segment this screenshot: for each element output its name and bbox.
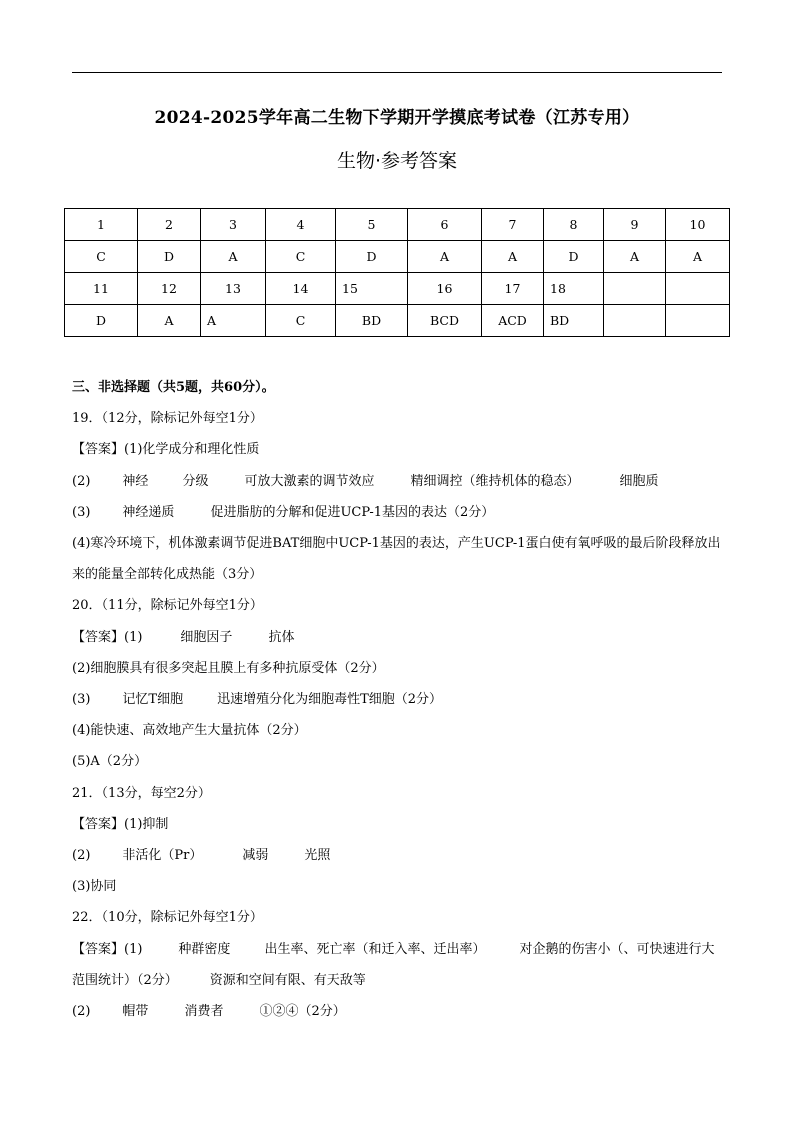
answer-blank: 记忆T细胞: [122, 692, 184, 708]
table-row-answers-1: [65, 241, 730, 273]
top-rule: [72, 72, 722, 73]
q20-answer-1: [72, 622, 727, 653]
section-heading: 三、非选择题（共5题，共60分）。: [72, 380, 275, 395]
part-label: (2): [72, 473, 91, 489]
answer-blank: 神经递质: [122, 504, 175, 520]
table-cell: C: [266, 305, 336, 337]
answer-blank: 消费者: [184, 1004, 224, 1020]
answer-blank: 帽带: [122, 1004, 149, 1020]
table-cell: 16: [408, 273, 482, 305]
table-cell: 3: [201, 209, 266, 241]
answer-blank: 种群密度: [178, 941, 231, 957]
table-row-answers-2: [65, 305, 730, 337]
table-cell: 11: [65, 273, 138, 305]
table-cell: C: [266, 241, 336, 273]
q20-answer-4: (4)能快速、高效地产生大量抗体（2分）: [72, 723, 307, 739]
q22-header: 22．（10分，除标记外每空1分）: [72, 910, 263, 926]
part-label: 【答案】(1): [72, 629, 143, 645]
q22-answer-1: [72, 934, 727, 996]
answer-blank: 光照: [304, 848, 331, 864]
table-cell: 10: [666, 209, 730, 241]
table-cell: A: [666, 241, 730, 273]
table-cell: 15: [336, 273, 408, 305]
table-cell: 13: [201, 273, 266, 305]
answer-blank: 细胞因子: [180, 629, 233, 645]
answer-blank: 精细调控（维持机体的稳态）: [410, 473, 580, 489]
table-cell: 17: [482, 273, 544, 305]
part-label: (3): [72, 692, 91, 708]
answer-blank: 对企鹅的伤害小（、可快速进行大范围统计）（2分）: [72, 941, 715, 988]
table-cell: BD: [336, 305, 408, 337]
answer-blank: 抗体: [268, 629, 295, 645]
q21-answer-3: (3)协同: [72, 879, 117, 895]
table-cell: 5: [336, 209, 408, 241]
q20-header: 20．（11分，除标记外每空1分）: [72, 598, 263, 614]
table-cell: [666, 273, 730, 305]
q19-answer-2: [72, 466, 727, 497]
answer-blank: 细胞质: [619, 473, 659, 489]
answer-blank: 迅速增殖分化为细胞毒性T细胞（2分）: [217, 692, 443, 708]
table-cell: D: [138, 241, 201, 273]
answer-blank: 神经: [122, 473, 149, 489]
table-row-numbers-2: [65, 273, 730, 305]
table-cell: BD: [544, 305, 604, 337]
table-cell: A: [201, 241, 266, 273]
q20-answer-3: [72, 684, 727, 715]
table-row-numbers-1: [65, 209, 730, 241]
table-cell: 12: [138, 273, 201, 305]
answer-blank: 促进脂肪的分解和促进UCP-1基因的表达（2分）: [210, 504, 495, 520]
q20-answer-2: (2)细胞膜具有很多突起且膜上有多种抗原受体（2分）: [72, 660, 385, 676]
table-cell: A: [201, 305, 266, 337]
q21-header: 21．（13分，每空2分）: [72, 785, 211, 801]
answer-blank: 出生率、死亡率（和迁入率、迁出率）: [264, 941, 486, 957]
q19-answer-3: [72, 497, 727, 528]
q19-answer-4: (4)寒冷环境下，机体激素调节促进BAT细胞中UCP-1基因的表达，产生UCP-1蛋白使有氧呼吸的最后阶段释放出来的能量全部转化成热能（3分）: [72, 536, 721, 583]
table-cell: D: [65, 305, 138, 337]
page-subtitle: 生物·参考答案: [336, 150, 458, 172]
q21-answer-1: 【答案】(1)抑制: [72, 816, 169, 832]
table-cell: 18: [544, 273, 604, 305]
answer-body: [72, 372, 727, 1027]
answer-blank: 资源和空间有限、有天敌等: [209, 972, 366, 988]
q20-answer-5: (5)A（2分）: [72, 754, 148, 770]
part-label: (3): [72, 504, 91, 520]
table-cell: 2: [138, 209, 201, 241]
table-cell: ACD: [482, 305, 544, 337]
table-cell: C: [65, 241, 138, 273]
table-cell: BCD: [408, 305, 482, 337]
table-cell: [666, 305, 730, 337]
part-label: (2): [72, 1004, 91, 1020]
table-cell: 1: [65, 209, 138, 241]
q22-answer-2: [72, 996, 727, 1027]
answer-blank: ①②④（2分）: [259, 1004, 346, 1020]
page-title: 2024-2025学年高二生物下学期开学摸底考试卷（江苏专用）: [154, 108, 640, 128]
table-cell: 8: [544, 209, 604, 241]
table-cell: D: [544, 241, 604, 273]
q19-header: 19．（12分，除标记外每空1分）: [72, 411, 263, 427]
table-cell: 6: [408, 209, 482, 241]
q19-answer-1: 【答案】(1)化学成分和理化性质: [72, 442, 260, 458]
answer-table: [64, 208, 730, 337]
part-label: (2): [72, 848, 91, 864]
table-cell: 7: [482, 209, 544, 241]
table-cell: D: [336, 241, 408, 273]
table-cell: A: [604, 241, 666, 273]
table-cell: A: [408, 241, 482, 273]
table-cell: 9: [604, 209, 666, 241]
answer-blank: 非活化（Pr）: [122, 848, 203, 864]
answer-blank: 减弱: [242, 848, 269, 864]
table-cell: A: [482, 241, 544, 273]
part-label: 【答案】(1): [72, 941, 143, 957]
table-cell: [604, 305, 666, 337]
answer-blank: 可放大激素的调节效应: [244, 473, 375, 489]
table-cell: 14: [266, 273, 336, 305]
answer-blank: 分级: [182, 473, 209, 489]
table-cell: A: [138, 305, 201, 337]
table-cell: 4: [266, 209, 336, 241]
q21-answer-2: [72, 840, 727, 871]
table-cell: [604, 273, 666, 305]
